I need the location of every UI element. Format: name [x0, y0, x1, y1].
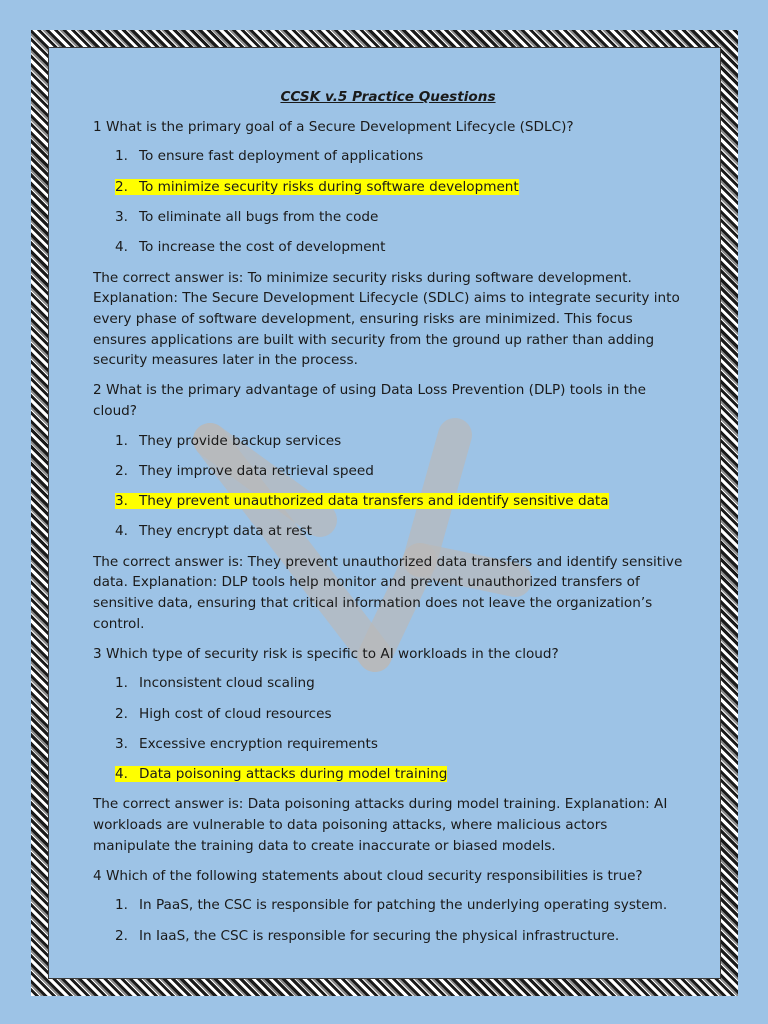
question-text: 3 Which type of security risk is specific to AI workloads in the cloud? [93, 645, 559, 662]
answer-option-correct [93, 177, 683, 198]
option-text: They provide backup services [139, 432, 342, 449]
option-text: To eliminate all bugs from the code [139, 209, 379, 225]
answer-options [93, 895, 683, 946]
answer-option [93, 926, 683, 947]
answer-option [93, 704, 683, 725]
answer-option [93, 521, 683, 542]
option-text: High cost of cloud resources [139, 705, 332, 722]
option-text: They prevent unauthorized data transfers and identify sensitive data [139, 493, 609, 510]
option-number: 2. [115, 705, 128, 722]
question-text: 2 What is the primary advantage of using Data Loss Prevention (DLP) tools in the cloud? [93, 382, 646, 419]
question-block-1 [93, 117, 683, 371]
question-block-4 [93, 866, 683, 947]
option-number: 2. [115, 178, 128, 195]
option-text: Data poisoning attacks during model training [139, 766, 448, 783]
answer-option [93, 237, 683, 258]
highlight [115, 179, 519, 195]
answer-explanation: The correct answer is: To minimize security risks during software development. Explanation: The Secure Development Lifecycle (SDLC) aims to integrate security into every phase of software development, ensuring risks are minimized. This focus ensures applications are built with security from the ground up rather than adding security measures later in the process. [93, 269, 680, 369]
question-text: 4 Which of the following statements about cloud security responsibilities is true? [93, 867, 643, 884]
option-text: In IaaS, the CSC is responsible for securing the physical infrastructure. [139, 927, 620, 944]
option-number: 2. [115, 927, 128, 944]
option-text: In PaaS, the CSC is responsible for patching the underlying operating system. [139, 897, 668, 914]
option-number: 4. [115, 766, 128, 783]
document-body [93, 87, 683, 956]
answer-options [93, 431, 683, 543]
question-block-3 [93, 644, 683, 857]
option-number: 1. [115, 432, 128, 449]
option-number: 4. [115, 523, 128, 540]
question-text: 1 What is the primary goal of a Secure Development Lifecycle (SDLC)? [93, 118, 574, 135]
option-number: 3. [115, 735, 128, 752]
answer-option [93, 461, 683, 482]
option-text: Excessive encryption requirements [139, 735, 378, 752]
answer-option [93, 895, 683, 916]
answer-explanation: The correct answer is: Data poisoning attacks during model training. Explanation: AI workloads are vulnerable to data poisoning attacks, where malicious actors manipulate the training data to create inaccurate or biased models. [93, 796, 668, 854]
answer-option [93, 431, 683, 452]
option-text: To increase the cost of development [139, 239, 386, 256]
document-title: CCSK v.5 Practice Questions [280, 89, 496, 105]
option-number: 3. [115, 493, 128, 510]
option-number: 3. [115, 209, 128, 225]
option-number: 1. [115, 897, 128, 914]
answer-option [93, 734, 683, 755]
highlight [115, 766, 447, 782]
option-number: 2. [115, 462, 128, 479]
option-text: To minimize security risks during software development [139, 178, 519, 195]
highlight [115, 493, 609, 509]
answer-explanation: The correct answer is: They prevent unauthorized data transfers and identify sensitive data. Explanation: DLP tools help monitor and prevent unauthorized transfers of sensitive data, ensuring that critical information does not leave the organization’s control. [93, 553, 683, 632]
answer-options [93, 673, 683, 785]
option-number: 1. [115, 675, 128, 692]
option-number: 4. [115, 239, 128, 256]
answer-option [93, 146, 683, 167]
answer-option-correct [93, 491, 683, 512]
answer-option-correct [93, 764, 683, 785]
option-text: To ensure fast deployment of applications [139, 148, 424, 165]
option-text: Inconsistent cloud scaling [139, 675, 315, 692]
question-block-2 [93, 380, 683, 634]
option-text: They improve data retrieval speed [139, 462, 374, 479]
option-number: 1. [115, 148, 128, 165]
option-text: They encrypt data at rest [139, 523, 313, 540]
answer-option [93, 207, 683, 228]
answer-option [93, 673, 683, 694]
answer-options [93, 146, 683, 258]
